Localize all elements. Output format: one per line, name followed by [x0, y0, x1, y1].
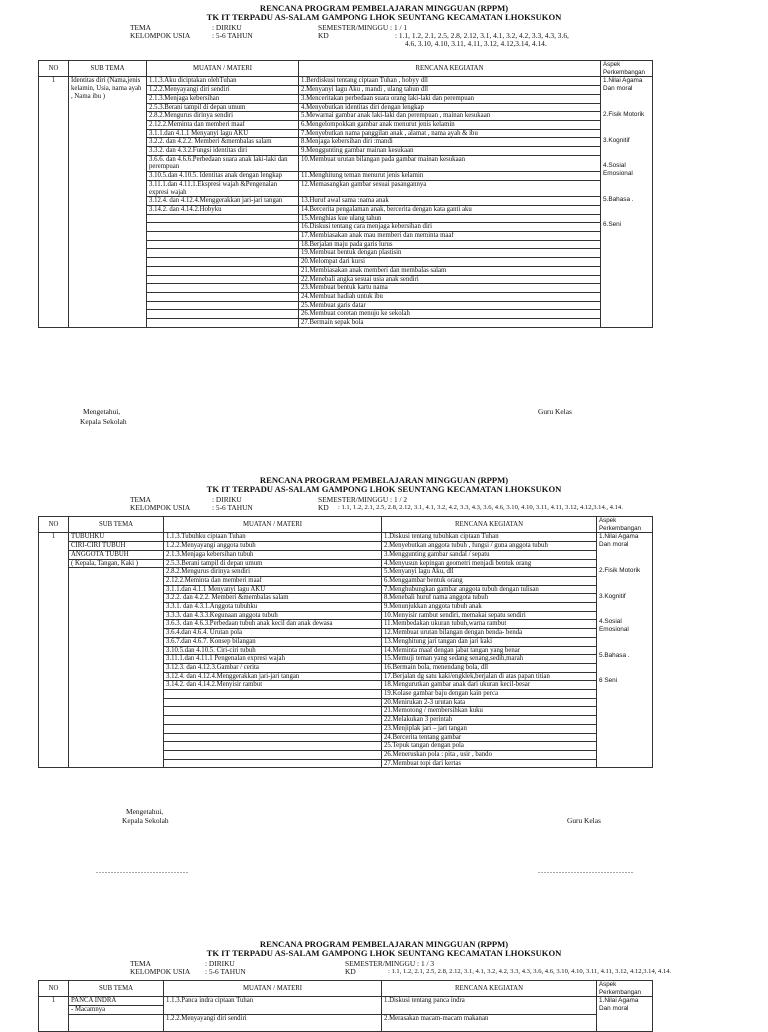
- muatan-cell: [147, 310, 299, 319]
- kepala-sekolah-label: Kepala Sekolah: [80, 417, 127, 426]
- semester-label: SEMESTER/MINGGU : 1 / 1: [318, 23, 408, 32]
- muatan-cell: 1.1.3.Panca indra ciptaan Tuhan: [164, 997, 382, 1014]
- muatan-cell: 3.14.2. dan 4.14.2.Hobyku: [147, 205, 299, 214]
- rencana-cell: 22.Melakukan 3 perintah: [382, 716, 597, 725]
- muatan-cell: 3.6.3. dan 4.6.3.Perbedaan tubuh anak kecil dan anak dewasa: [164, 620, 382, 629]
- muatan-cell: 3.11.1.dan 4.11.1.Ekspresi wajah &Pengenalan expresi wajah: [147, 180, 299, 196]
- aspek-item: 2.Fisik Motorik: [599, 566, 641, 574]
- aspek-item: 6 Seni: [599, 677, 618, 685]
- muatan-cell: [147, 275, 299, 284]
- column-header-rencana: RENCANA KEGIATAN: [382, 517, 597, 533]
- rencana-cell: 5.Mewarnai gambar anak laki-laki dan perempuan , mainan kesukaan: [299, 112, 601, 121]
- muatan-cell: 2.1.3.Menjaga kebersihan: [147, 94, 299, 103]
- column-header-aspek: Aspek Perkembangan: [597, 517, 653, 533]
- rencana-cell: 27.Bermain sepak bola: [299, 319, 601, 328]
- muatan-cell: [147, 301, 299, 310]
- muatan-cell: [147, 249, 299, 258]
- muatan-cell: 1.1.3.Tubuhku ciptaan Tuhan: [164, 533, 382, 542]
- table-row: [39, 997, 653, 1014]
- sub-tema-line: - Macamnya: [69, 1006, 163, 1015]
- sub-tema-line: CIRI-CIRI TUBUH: [69, 542, 163, 551]
- signature-line-left: ...............................: [96, 866, 189, 875]
- rencana-cell: 8.Menebali huruf nama anggota tubuh: [382, 594, 597, 603]
- rencana-cell: 4.Menyebutkan identitas diri dengan lengkap: [299, 103, 601, 112]
- semester-label: SEMESTER/MINGGU : 1 / 3: [345, 959, 435, 968]
- usia-value: : 5-6 TAHUN: [212, 503, 253, 512]
- table-header-row: [39, 981, 653, 997]
- kd-label: KD: [345, 967, 356, 976]
- muatan-cell: [164, 698, 382, 707]
- rencana-cell: 9.Menunjukkan anggota tubuh anak: [382, 603, 597, 612]
- muatan-cell: 3.12.3. dan 4.12.3.Gambar / cerita: [164, 663, 382, 672]
- rencana-cell: 3.Menceritakan perbedaan suara orang laki-laki dan perempuan: [299, 94, 601, 103]
- aspek-cell: [601, 77, 653, 327]
- header-meta: [0, 958, 768, 982]
- column-header-rencana: RENCANA KEGIATAN: [299, 61, 601, 77]
- column-header-no: NO: [39, 517, 69, 533]
- column-header-no: NO: [39, 61, 69, 77]
- aspek-cell: [597, 533, 653, 768]
- rencana-cell: 10.Membuat urutan bilangan pada gambar mainan kesukaan: [299, 155, 601, 171]
- rencana-cell: 15.Memuji teman yang sedang senang,sedih,marah: [382, 655, 597, 664]
- usia-value: : 5-6 TAHUN: [212, 31, 253, 40]
- rencana-cell: 7.Menyebutkan nama panggilan anak , alamat , nama ayah & ibu: [299, 129, 601, 138]
- muatan-cell: [164, 724, 382, 733]
- column-header-rencana: RENCANA KEGIATAN: [382, 981, 597, 997]
- rencana-cell: 9.Menggunting gambar mainan kesukaan: [299, 147, 601, 156]
- column-header-no: NO: [39, 981, 69, 997]
- muatan-cell: 3.3.2. dan 4.3.2.Fungsi identitas diri: [147, 147, 299, 156]
- rppm-table: [38, 980, 653, 1032]
- muatan-cell: [147, 292, 299, 301]
- muatan-cell: 3.3.3. dan 4.3.3.Kegunaan anggota tubuh: [164, 611, 382, 620]
- column-header-aspek: Aspek Perkembangan: [597, 981, 653, 997]
- semester-label: SEMESTER/MINGGU : 1 / 2: [318, 495, 408, 504]
- rencana-cell: 3.Menggunting gambar sandal / sepatu: [382, 550, 597, 559]
- muatan-cell: [147, 258, 299, 267]
- school-title: TK IT TERPADU AS-SALAM GAMPONG LHOK SEUNTANG KECAMATAN LHOKSUKON: [206, 484, 562, 494]
- aspek-item: 1.Nilai Agama Dan moral: [599, 533, 639, 549]
- rencana-cell: 24.Bercerita tentang gambar: [382, 733, 597, 742]
- header-meta: [0, 22, 768, 52]
- rencana-cell: 20.Menirukan 2-3 urutan kata: [382, 698, 597, 707]
- muatan-cell: 2.12.2.Meminta dan memberi maaf: [147, 120, 299, 129]
- table-row: [39, 77, 653, 86]
- muatan-cell: 1.1.3.Aku diciptakan olehTuhan: [147, 77, 299, 86]
- rencana-cell: 13.Huruf awal sama :nama anak: [299, 197, 601, 206]
- rencana-cell: 17.Membiasakan anak mau memberi dan meminta maaf: [299, 232, 601, 241]
- kd-value: : 1.1, 1.2, 2.1, 2.5, 2.8, 2.12, 3.1, 4.1, 3.2, 4.2, 3.3, 4.3, 3.6, 4.6, 3.10, 4.10, 3.11, 4.11, 3.12, 4.12,3.14., 4.14.: [338, 504, 623, 511]
- muatan-cell: 3.12.4. dan 4.12.4.Menggerakkan jari-jari tangan: [164, 672, 382, 681]
- rencana-cell: 7.Menghubungkan gambar anggota tubuh dengan tulisan: [382, 585, 597, 594]
- rencana-cell: 1.Diskusi tentang panca indra: [382, 997, 597, 1014]
- table-row: [39, 533, 653, 542]
- rppm-page-2: [0, 475, 768, 875]
- muatan-cell: 3.1.1.dan 4.1.1 Menyanyi lagu AKU: [164, 585, 382, 594]
- aspek-item: 5.Bahasa .: [603, 195, 634, 203]
- muatan-cell: 3.6.7.dan 4.6.7. Konsep bilangan: [164, 637, 382, 646]
- muatan-cell: [147, 240, 299, 249]
- rencana-cell: 19.Membuat bentuk dengan plastisin: [299, 249, 601, 258]
- muatan-cell: 3.1.1.dan 4.1.1 Menyanyi lagu AKU: [147, 129, 299, 138]
- kd-value: : 1.1, 1.2, 2.1, 2.5, 2.8, 2.12, 3.1, 4.1, 3.2, 4.2, 3.3, 4.3, 3.6, 4.6, 3.10, 4.10, 3.11, 4.11, 3.12, 4.12,3.14, 4.14.: [388, 968, 672, 975]
- muatan-cell: [164, 690, 382, 699]
- rencana-cell: 25.Tepuk tangan dengan pola: [382, 742, 597, 751]
- aspek-item: 3.Kognitif: [599, 592, 626, 600]
- aspek-item: 3.Kognitif: [603, 136, 630, 144]
- rencana-cell: 1.Diskusi tentang tubuhkan ciptaan Tuhan: [382, 533, 597, 542]
- rencana-cell: 10.Menyisir rambut sendiri, memakai sepatu sendiri: [382, 611, 597, 620]
- rencana-cell: 11.Menghitung teman menurut jenis kelamin: [299, 172, 601, 181]
- muatan-cell: 3.11.1.dan 4.11.1 Pengenalan expresi wajah: [164, 655, 382, 664]
- muatan-cell: 1.2.2.Menyayangi anggota tubuh: [164, 542, 382, 551]
- muatan-cell: 3.2.2. dan 4.2.2. Memberi &membalas salam: [164, 594, 382, 603]
- sub-tema-line: ANGGOTA TUBUH: [69, 551, 163, 560]
- muatan-cell: 3.14.2. dan 4.14.2.Menyisir rambut: [164, 681, 382, 690]
- usia-label: KELOMPOK USIA: [130, 967, 191, 976]
- rencana-cell: 18.Mengurutkan gambar anak dari ukuran kecil-besar: [382, 681, 597, 690]
- rppm-page-3: [0, 939, 768, 1022]
- rencana-cell: 5.Menyanyi lagu Aku, dll: [382, 568, 597, 577]
- rencana-cell: 20.Melompat dari kursi: [299, 258, 601, 267]
- rencana-cell: 26.Membuat coretan menuju ke sekolah: [299, 310, 601, 319]
- header-meta: [0, 494, 768, 518]
- muatan-cell: 3.12.4. dan 4.12.4.Menggerakkan jari-jari tangan: [147, 197, 299, 206]
- rencana-cell: 16.Diskusi tentang cara menjaga kebersihan diri: [299, 223, 601, 232]
- aspek-item: 4.Sosial Emosional: [603, 162, 633, 177]
- sub-tema-line: TUBUHKU: [69, 533, 163, 542]
- table-header-row: [39, 517, 653, 533]
- mengetahui-label: Mengetahui,: [83, 407, 121, 416]
- rencana-cell: 21.Memotong / membersihkan kuku: [382, 707, 597, 716]
- rencana-cell: 11.Membedakan ukuran tubuh,warna rambut: [382, 620, 597, 629]
- muatan-cell: 3.6.6. dan 4.6.6.Perbedaan suara anak laki-laki dan perempuan: [147, 155, 299, 171]
- sub-tema-cell: [69, 533, 164, 768]
- doc-title: RENCANA PROGRAM PEMBELAJARAN MINGGUAN (RPPM): [259, 3, 509, 13]
- sub-tema-line: ( Kepala, Tangan, Kaki ): [69, 560, 163, 569]
- rencana-cell: 19.Kolase gambar baju dengan kain perca: [382, 690, 597, 699]
- rppm-page-1: [0, 3, 768, 426]
- muatan-cell: 2.8.2.Mengurus dirinya sendiri: [164, 568, 382, 577]
- rencana-cell: 17.Berjalan dg satu kaki/engklek,berjalan di atas papan titian: [382, 672, 597, 681]
- muatan-cell: [164, 742, 382, 751]
- muatan-cell: 3.6.4.dan 4.6.4. Urutan pola: [164, 629, 382, 638]
- rencana-cell: 2.Merasakan macam-macam makanan: [382, 1014, 597, 1031]
- muatan-cell: [164, 750, 382, 759]
- column-header-sub: SUB TEMA: [69, 61, 147, 77]
- muatan-cell: 2.5.3.Berani tampil di depan umum: [147, 103, 299, 112]
- rencana-cell: 2.Menyebutkan anggota tubuh , fungsi / guna anggota tubuh: [382, 542, 597, 551]
- row-number: 1: [39, 997, 69, 1031]
- rencana-cell: 24.Membuat hadiah untuk ibu: [299, 292, 601, 301]
- rencana-cell: 21.Membiasakan anak memberi dan membalas salam: [299, 266, 601, 275]
- sub-tema-text: Identitas diri (Nama,jenis kelamin, Usia, nama ayah , Nama ibu ): [71, 77, 142, 100]
- muatan-cell: 1.2.2.Menyayangi diri sendiri: [147, 86, 299, 95]
- muatan-cell: 1.2.2.Menyayangi diri sendiri: [164, 1014, 382, 1031]
- usia-label: KELOMPOK USIA: [130, 31, 191, 40]
- doc-title: RENCANA PROGRAM PEMBELAJARAN MINGGUAN (RPPM): [259, 939, 509, 949]
- muatan-cell: [164, 716, 382, 725]
- column-header-sub: SUB TEMA: [69, 517, 164, 533]
- sub-tema-line: PANCA INDRA: [69, 997, 163, 1006]
- muatan-cell: [147, 284, 299, 293]
- rencana-cell: 2.Menyanyi lagu Aku , mandi , ulang tahun dll: [299, 86, 601, 95]
- rppm-table: [38, 60, 653, 328]
- rencana-cell: 13.Menghitung jari tangan dan jari kaki: [382, 637, 597, 646]
- rencana-cell: 4.Menyusun kepingan geometri menjadi bentuk orang: [382, 559, 597, 568]
- column-header-muatan: MUATAN / MATERI: [147, 61, 299, 77]
- tema-label: TEMA: [130, 959, 151, 968]
- guru-kelas-label: Guru Kelas: [567, 816, 601, 825]
- row-number: 1: [39, 533, 69, 768]
- kd-label: KD: [318, 31, 329, 40]
- aspek-item: 4.Sosial Emosional: [599, 618, 629, 633]
- usia-value: : 5-6 TAHUN: [205, 967, 246, 976]
- mengetahui-label: Mengetahui,: [126, 807, 164, 816]
- muatan-cell: 3.3.1. dan 4.3.1.Anggota tubuhku: [164, 603, 382, 612]
- muatan-cell: [147, 223, 299, 232]
- rencana-cell: 8.Menjaga kebersihan diri :mandi: [299, 138, 601, 147]
- muatan-cell: [164, 707, 382, 716]
- rencana-cell: 6.Menggambar bentuk orang: [382, 576, 597, 585]
- aspek-item: 1.Nilai Agama Dan moral: [599, 997, 639, 1013]
- sub-tema-cell: [69, 997, 164, 1031]
- signature-line-right: ................................: [538, 866, 634, 875]
- muatan-cell: [164, 733, 382, 742]
- muatan-cell: 3.2.2. dan 4.2.2. Memberi &membalas salam: [147, 138, 299, 147]
- rencana-cell: 27.Membuat topi dari kertas: [382, 759, 597, 768]
- rencana-cell: 1.Berdiskusi tentang ciptaan Tuhan , hobyy dll: [299, 77, 601, 86]
- aspek-item: 5.Bahasa .: [599, 651, 630, 659]
- column-header-muatan: MUATAN / MATERI: [164, 981, 382, 997]
- rppm-table: [38, 516, 653, 768]
- rencana-cell: 23.Membuat bentuk kartu nama: [299, 284, 601, 293]
- muatan-cell: [147, 214, 299, 223]
- school-title: TK IT TERPADU AS-SALAM GAMPONG LHOK SEUNTANG KECAMATAN LHOKSUKON: [206, 948, 562, 958]
- tema-label: TEMA: [130, 495, 151, 504]
- rencana-cell: 15.Menghias kue ulang tahun: [299, 214, 601, 223]
- table-header-row: [39, 61, 653, 77]
- rencana-cell: 12.Membuat urutan bilangan dengan benda- benda: [382, 629, 597, 638]
- muatan-cell: 2.5.3.Berani tampil di depan umum: [164, 559, 382, 568]
- tema-value: : DIRIKU: [212, 495, 242, 504]
- rencana-cell: 12.Memasangkan gambar sesuai pasangannya: [299, 180, 601, 196]
- rencana-cell: 14.Bercerita pengalaman anak, bercerita dengan kata ganti aku: [299, 205, 601, 214]
- tema-value: : DIRIKU: [205, 959, 235, 968]
- row-number: 1: [39, 77, 69, 327]
- aspek-item: 6.Seni: [603, 221, 622, 229]
- column-header-muatan: MUATAN / MATERI: [164, 517, 382, 533]
- guru-kelas-label: Guru Kelas: [538, 407, 572, 416]
- muatan-cell: [147, 319, 299, 328]
- aspek-cell: [597, 997, 653, 1031]
- rencana-cell: 16.Bermain bola, menendang bola, dll: [382, 663, 597, 672]
- usia-label: KELOMPOK USIA: [130, 503, 191, 512]
- tema-value: : DIRIKU: [212, 23, 242, 32]
- muatan-cell: 2.8.2.Mengurus dirinya sendiri: [147, 112, 299, 121]
- kd-value-cont: 4.6, 3.10, 4.10, 3.11, 4.11, 3.12, 4.12,3.14, 4.14.: [405, 39, 547, 48]
- sub-tema-cell: [69, 77, 147, 327]
- rencana-cell: 22.Menebali angka sesuai usia anak sendiri: [299, 275, 601, 284]
- muatan-cell: 3.10.5.dan 4.10.5. Identitas anak dengan lengkap: [147, 172, 299, 181]
- aspek-item: 2.Fisik Motorik: [603, 110, 645, 118]
- school-title: TK IT TERPADU AS-SALAM GAMPONG LHOK SEUNTANG KECAMATAN LHOKSUKON: [206, 12, 562, 22]
- kd-label: KD: [318, 503, 329, 512]
- muatan-cell: [164, 759, 382, 768]
- rencana-cell: 6.Mengelompokkan gambar anak menurut jenis kelamin: [299, 120, 601, 129]
- doc-title: RENCANA PROGRAM PEMBELAJARAN MINGGUAN (RPPM): [259, 475, 509, 485]
- muatan-cell: 2.1.3.Menjaga kebersihan tubuh: [164, 550, 382, 559]
- muatan-cell: [147, 232, 299, 241]
- rencana-cell: 14.Meminta maaf dengan jabat tangan yang benar: [382, 646, 597, 655]
- rencana-cell: 23.Menjiplak jari – jari tangan: [382, 724, 597, 733]
- muatan-cell: [147, 266, 299, 275]
- column-header-sub: SUB TEMA: [69, 981, 164, 997]
- rencana-cell: 18.Berjalan maju pada garis lurus: [299, 240, 601, 249]
- aspek-item: 1.Nilai Agama Dan moral: [603, 77, 643, 93]
- muatan-cell: 2.12.2.Meminta dan memberi maaf: [164, 576, 382, 585]
- kd-value: : 1.1, 1.2, 2.1, 2.5, 2.8, 2.12, 3.1, 4.1, 3.2, 4.2, 3.3, 4.3, 3.6,: [395, 31, 569, 40]
- kepala-sekolah-label: Kepala Sekolah: [122, 816, 169, 825]
- column-header-aspek: Aspek Perkembangan: [601, 61, 653, 77]
- tema-label: TEMA: [130, 23, 151, 32]
- muatan-cell: 3.10.5.dan 4.10.5. Ciri-ciri tubuh: [164, 646, 382, 655]
- rencana-cell: 25.Membuat garis datar: [299, 301, 601, 310]
- rencana-cell: 26.Meneruskan pola : pita , usir , bando: [382, 750, 597, 759]
